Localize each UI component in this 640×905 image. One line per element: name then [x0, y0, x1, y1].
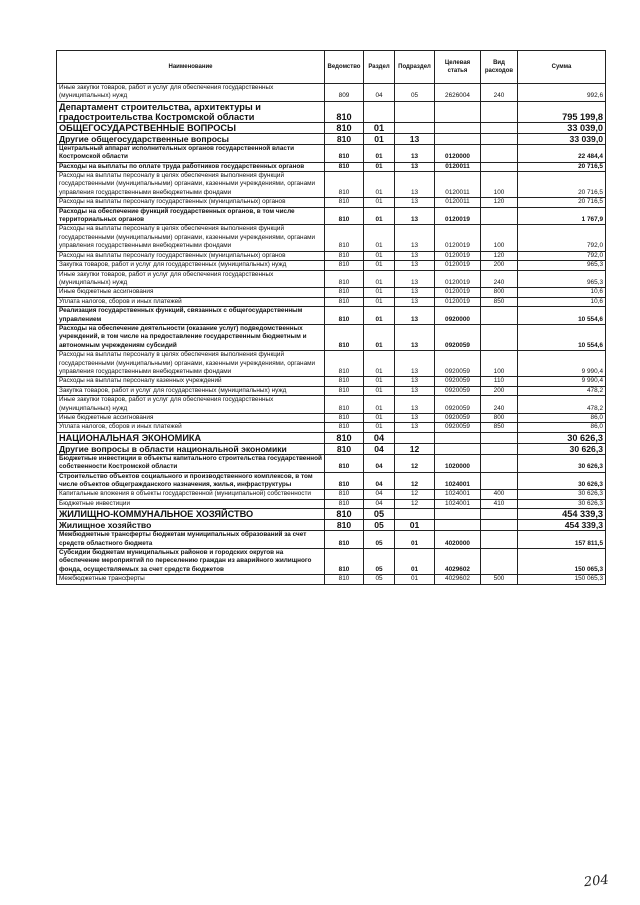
- row-expense-type: [481, 472, 518, 490]
- table-row: [57, 198, 606, 207]
- row-subsection: 13: [395, 144, 435, 162]
- row-subsection: [395, 122, 435, 133]
- row-name: Расходы на выплаты персоналу в целях обеспечения выполнения функций государственными (муниципальными) органами, казенными учреждениями, органами управления государственными внебюджетными фондами: [57, 172, 325, 198]
- table-row: [57, 207, 606, 225]
- row-subsection: 13: [395, 172, 435, 198]
- row-amount: 792,0: [518, 225, 606, 251]
- row-department: 809: [325, 84, 364, 102]
- row-section: 01: [364, 261, 395, 270]
- row-department: 810: [325, 490, 364, 499]
- row-amount: 792,0: [518, 251, 606, 260]
- row-expense-type: 400: [481, 490, 518, 499]
- row-amount: 1 767,9: [518, 207, 606, 225]
- col-amount-header: Сумма: [518, 51, 606, 84]
- row-section: 01: [364, 225, 395, 251]
- col-department-header: Ведомство: [325, 51, 364, 84]
- row-section: 05: [364, 520, 395, 531]
- row-expense-type: 800: [481, 414, 518, 423]
- table-row: [57, 454, 606, 472]
- table-row: [57, 225, 606, 251]
- budget-table: [56, 50, 606, 585]
- row-section: [364, 101, 395, 122]
- row-amount: 10,6: [518, 288, 606, 297]
- row-amount: 157 811,5: [518, 531, 606, 549]
- row-department: 810: [325, 575, 364, 584]
- row-department: 810: [325, 101, 364, 122]
- table-row: [57, 432, 606, 443]
- table-row: [57, 261, 606, 270]
- row-expense-type: [481, 324, 518, 350]
- row-name: Центральный аппарат исполнительных органов государственной власти Костромской области: [57, 144, 325, 162]
- row-target-article: 0920059: [435, 324, 481, 350]
- table-row: [57, 324, 606, 350]
- row-department: 810: [325, 270, 364, 288]
- row-target-article: 0120000: [435, 144, 481, 162]
- row-target-article: 0120019: [435, 288, 481, 297]
- row-department: 810: [325, 324, 364, 350]
- col-section-header: Раздел: [364, 51, 395, 84]
- row-section: 01: [364, 324, 395, 350]
- row-name: Жилищное хозяйство: [57, 520, 325, 531]
- row-subsection: 13: [395, 414, 435, 423]
- row-amount: 30 626,3: [518, 454, 606, 472]
- row-section: 04: [364, 454, 395, 472]
- row-expense-type: [481, 520, 518, 531]
- row-target-article: 0920000: [435, 307, 481, 325]
- row-section: 05: [364, 549, 395, 575]
- row-target-article: 0920059: [435, 386, 481, 395]
- row-name: Реализация государственных функций, связанных с общегосударственным управлением: [57, 307, 325, 325]
- row-expense-type: [481, 144, 518, 162]
- row-target-article: [435, 520, 481, 531]
- row-subsection: 13: [395, 133, 435, 144]
- row-name: Бюджетные инвестиции в объекты капитального строительства государственной собственности Костромской области: [57, 454, 325, 472]
- row-subsection: 13: [395, 396, 435, 414]
- row-target-article: 4029602: [435, 575, 481, 584]
- row-section: 01: [364, 386, 395, 395]
- row-section: 01: [364, 198, 395, 207]
- row-target-article: 2626004: [435, 84, 481, 102]
- row-target-article: [435, 443, 481, 454]
- row-target-article: 0120019: [435, 251, 481, 260]
- row-subsection: 12: [395, 454, 435, 472]
- row-amount: 478,2: [518, 396, 606, 414]
- row-section: 01: [364, 122, 395, 133]
- row-amount: 30 626,3: [518, 443, 606, 454]
- row-name: Другие вопросы в области национальной экономики: [57, 443, 325, 454]
- row-name: Строительство объектов социального и производственного комплексов, в том числе объектов общегражданского назначения, жилья, инфраструктуры: [57, 472, 325, 490]
- col-subsection-header: Подраздел: [395, 51, 435, 84]
- row-department: 810: [325, 432, 364, 443]
- table-body: [57, 84, 606, 585]
- row-department: 810: [325, 531, 364, 549]
- row-amount: 9 990,4: [518, 377, 606, 386]
- row-expense-type: [481, 454, 518, 472]
- row-name: Расходы на обеспечение функций государственных органов, в том числе территориальных органов: [57, 207, 325, 225]
- row-section: 01: [364, 270, 395, 288]
- table-row: [57, 531, 606, 549]
- row-name: Расходы на выплаты персоналу казенных учреждений: [57, 377, 325, 386]
- table-row: [57, 251, 606, 260]
- row-amount: 150 065,3: [518, 549, 606, 575]
- table-row: [57, 396, 606, 414]
- row-department: 810: [325, 251, 364, 260]
- row-amount: 454 339,3: [518, 509, 606, 520]
- row-amount: 478,2: [518, 386, 606, 395]
- row-department: 810: [325, 162, 364, 171]
- row-department: 810: [325, 225, 364, 251]
- table-row: [57, 133, 606, 144]
- row-department: 810: [325, 307, 364, 325]
- row-target-article: 0120011: [435, 162, 481, 171]
- row-department: 810: [325, 414, 364, 423]
- row-name: Капитальные вложения в объекты государственной (муниципальной) собственности: [57, 490, 325, 499]
- row-department: 810: [325, 443, 364, 454]
- row-expense-type: 500: [481, 575, 518, 584]
- row-amount: 33 039,0: [518, 122, 606, 133]
- row-name: Расходы на обеспечение деятельности (оказание услуг) подведомственных учреждений, в том числе на предоставление государственным бюджетным и автономным учреждениям субсидий: [57, 324, 325, 350]
- row-target-article: 0120019: [435, 225, 481, 251]
- row-name: Другие общегосударственные вопросы: [57, 133, 325, 144]
- row-subsection: 13: [395, 251, 435, 260]
- row-expense-type: [481, 207, 518, 225]
- row-subsection: 13: [395, 288, 435, 297]
- row-subsection: [395, 432, 435, 443]
- row-subsection: 13: [395, 423, 435, 432]
- row-expense-type: [481, 307, 518, 325]
- page-number: 204: [583, 872, 610, 891]
- row-target-article: 1024001: [435, 499, 481, 508]
- row-name: Иные закупки товаров, работ и услуг для обеспечения государственных (муниципальных) нужд: [57, 84, 325, 102]
- row-department: 810: [325, 377, 364, 386]
- row-name: Закупка товаров, работ и услуг для государственных (муниципальных) нужд: [57, 261, 325, 270]
- row-section: 05: [364, 509, 395, 520]
- row-amount: 22 484,4: [518, 144, 606, 162]
- row-target-article: 0920059: [435, 423, 481, 432]
- row-amount: 9 990,4: [518, 351, 606, 377]
- row-expense-type: 850: [481, 423, 518, 432]
- row-subsection: 05: [395, 84, 435, 102]
- row-amount: 20 716,5: [518, 162, 606, 171]
- row-department: 810: [325, 207, 364, 225]
- row-subsection: 13: [395, 324, 435, 350]
- row-amount: 30 626,3: [518, 490, 606, 499]
- table-row: [57, 414, 606, 423]
- row-expense-type: 850: [481, 297, 518, 306]
- row-expense-type: 120: [481, 251, 518, 260]
- row-section: 01: [364, 377, 395, 386]
- row-target-article: 0920059: [435, 351, 481, 377]
- row-department: 810: [325, 386, 364, 395]
- row-section: 05: [364, 531, 395, 549]
- row-amount: 20 716,5: [518, 172, 606, 198]
- row-name: Межбюджетные трансферты бюджетам муниципальных образований за счет средств областного бюджета: [57, 531, 325, 549]
- row-subsection: 13: [395, 261, 435, 270]
- row-amount: 795 199,8: [518, 101, 606, 122]
- row-name: Иные бюджетные ассигнования: [57, 288, 325, 297]
- row-section: 01: [364, 414, 395, 423]
- table-row: [57, 490, 606, 499]
- row-amount: 454 339,3: [518, 520, 606, 531]
- row-section: 01: [364, 133, 395, 144]
- row-section: 05: [364, 575, 395, 584]
- row-department: 810: [325, 297, 364, 306]
- row-amount: 30 626,3: [518, 472, 606, 490]
- table-row: [57, 351, 606, 377]
- row-expense-type: 200: [481, 261, 518, 270]
- row-amount: 965,3: [518, 261, 606, 270]
- row-amount: 992,6: [518, 84, 606, 102]
- row-section: 01: [364, 207, 395, 225]
- row-name: Расходы на выплаты персоналу в целях обеспечения выполнения функций государственными (муниципальными) органами, казенными учреждениями, органами управления государственными внебюджетными фондами: [57, 351, 325, 377]
- table-row: [57, 144, 606, 162]
- row-section: 01: [364, 172, 395, 198]
- row-expense-type: [481, 162, 518, 171]
- row-department: 810: [325, 472, 364, 490]
- row-subsection: [395, 509, 435, 520]
- row-expense-type: [481, 531, 518, 549]
- row-target-article: [435, 122, 481, 133]
- table-row: [57, 443, 606, 454]
- row-subsection: 12: [395, 490, 435, 499]
- row-expense-type: [481, 122, 518, 133]
- row-department: 810: [325, 198, 364, 207]
- row-target-article: 0120019: [435, 261, 481, 270]
- row-section: 01: [364, 288, 395, 297]
- table-row: [57, 575, 606, 584]
- row-target-article: 0120011: [435, 198, 481, 207]
- table-row: [57, 386, 606, 395]
- row-expense-type: 110: [481, 377, 518, 386]
- row-target-article: 0920059: [435, 414, 481, 423]
- table-row: [57, 307, 606, 325]
- row-target-article: [435, 432, 481, 443]
- row-section: 04: [364, 84, 395, 102]
- row-expense-type: 410: [481, 499, 518, 508]
- row-expense-type: 240: [481, 396, 518, 414]
- row-amount: 86,0: [518, 423, 606, 432]
- row-amount: 10 554,6: [518, 324, 606, 350]
- table-row: [57, 472, 606, 490]
- row-target-article: 1024001: [435, 490, 481, 499]
- row-subsection: 13: [395, 377, 435, 386]
- row-department: 810: [325, 351, 364, 377]
- row-expense-type: [481, 133, 518, 144]
- row-subsection: 12: [395, 472, 435, 490]
- row-expense-type: [481, 432, 518, 443]
- row-expense-type: 100: [481, 351, 518, 377]
- row-name: ЖИЛИЩНО-КОММУНАЛЬНОЕ ХОЗЯЙСТВО: [57, 509, 325, 520]
- table-row: [57, 509, 606, 520]
- row-subsection: 12: [395, 443, 435, 454]
- row-subsection: 13: [395, 270, 435, 288]
- row-target-article: 0920059: [435, 377, 481, 386]
- row-name: Расходы на выплаты по оплате труда работников государственных органов: [57, 162, 325, 171]
- row-expense-type: 100: [481, 172, 518, 198]
- col-target-article-header: Целевая статья: [435, 51, 481, 84]
- row-subsection: 13: [395, 297, 435, 306]
- row-target-article: 0920059: [435, 396, 481, 414]
- row-subsection: 13: [395, 386, 435, 395]
- row-amount: 30 626,3: [518, 499, 606, 508]
- row-amount: 30 626,3: [518, 432, 606, 443]
- row-section: 01: [364, 297, 395, 306]
- row-section: 04: [364, 443, 395, 454]
- row-expense-type: 800: [481, 288, 518, 297]
- row-section: 04: [364, 432, 395, 443]
- table-row: [57, 520, 606, 531]
- row-expense-type: 240: [481, 84, 518, 102]
- row-department: 810: [325, 261, 364, 270]
- row-department: 810: [325, 172, 364, 198]
- row-subsection: 01: [395, 520, 435, 531]
- row-section: 01: [364, 423, 395, 432]
- row-name: ОБЩЕГОСУДАРСТВЕННЫЕ ВОПРОСЫ: [57, 122, 325, 133]
- row-expense-type: [481, 509, 518, 520]
- row-name: Субсидии бюджетам муниципальных районов и городских округов на обеспечение мероприятий по переселению граждан из аварийного жилищного фонда, осуществляемых за счет средств бюджетов: [57, 549, 325, 575]
- row-amount: 20 716,5: [518, 198, 606, 207]
- row-department: 810: [325, 520, 364, 531]
- row-section: 01: [364, 351, 395, 377]
- row-target-article: 1020000: [435, 454, 481, 472]
- row-name: Уплата налогов, сборов и иных платежей: [57, 423, 325, 432]
- row-subsection: 12: [395, 499, 435, 508]
- row-amount: 86,0: [518, 414, 606, 423]
- row-target-article: 0120011: [435, 172, 481, 198]
- table-row: [57, 499, 606, 508]
- row-subsection: 13: [395, 225, 435, 251]
- row-expense-type: 200: [481, 386, 518, 395]
- row-department: 810: [325, 423, 364, 432]
- table-row: [57, 423, 606, 432]
- row-subsection: [395, 101, 435, 122]
- row-section: 01: [364, 251, 395, 260]
- table-row: [57, 101, 606, 122]
- row-name: Иные закупки товаров, работ и услуг для обеспечения государственных (муниципальных) нужд: [57, 396, 325, 414]
- row-target-article: 1024001: [435, 472, 481, 490]
- row-expense-type: 240: [481, 270, 518, 288]
- row-subsection: 01: [395, 575, 435, 584]
- row-target-article: 0120019: [435, 207, 481, 225]
- row-expense-type: [481, 443, 518, 454]
- table-header: [57, 51, 606, 84]
- row-section: 04: [364, 490, 395, 499]
- table-row: [57, 162, 606, 171]
- table-row: [57, 549, 606, 575]
- row-expense-type: 100: [481, 225, 518, 251]
- row-name: Бюджетные инвестиции: [57, 499, 325, 508]
- table-row: [57, 84, 606, 102]
- row-subsection: 13: [395, 307, 435, 325]
- row-section: 01: [364, 162, 395, 171]
- row-expense-type: [481, 101, 518, 122]
- row-subsection: 13: [395, 207, 435, 225]
- row-department: 810: [325, 122, 364, 133]
- row-target-article: [435, 509, 481, 520]
- row-department: 810: [325, 288, 364, 297]
- row-subsection: 01: [395, 531, 435, 549]
- row-name: Расходы на выплаты персоналу государственных (муниципальных) органов: [57, 198, 325, 207]
- row-name: Закупка товаров, работ и услуг для государственных (муниципальных) нужд: [57, 386, 325, 395]
- row-amount: 10,6: [518, 297, 606, 306]
- table-row: [57, 377, 606, 386]
- row-department: 810: [325, 454, 364, 472]
- row-amount: 10 554,6: [518, 307, 606, 325]
- row-target-article: 4020000: [435, 531, 481, 549]
- row-target-article: 0120019: [435, 270, 481, 288]
- row-expense-type: [481, 549, 518, 575]
- row-name: Уплата налогов, сборов и иных платежей: [57, 297, 325, 306]
- row-department: 810: [325, 509, 364, 520]
- row-target-article: 0120019: [435, 297, 481, 306]
- row-target-article: [435, 133, 481, 144]
- col-expense-type-header: Вид расходов: [481, 51, 518, 84]
- row-department: 810: [325, 133, 364, 144]
- row-section: 01: [364, 396, 395, 414]
- row-name: Иные закупки товаров, работ и услуг для обеспечения государственных (муниципальных) нужд: [57, 270, 325, 288]
- row-department: 810: [325, 499, 364, 508]
- row-department: 810: [325, 396, 364, 414]
- row-target-article: 4029602: [435, 549, 481, 575]
- row-name: Межбюджетные трансферты: [57, 575, 325, 584]
- row-name: Иные бюджетные ассигнования: [57, 414, 325, 423]
- row-subsection: 13: [395, 198, 435, 207]
- row-amount: 150 065,3: [518, 575, 606, 584]
- row-section: 04: [364, 499, 395, 508]
- row-subsection: 13: [395, 162, 435, 171]
- row-name: НАЦИОНАЛЬНАЯ ЭКОНОМИКА: [57, 432, 325, 443]
- row-section: 01: [364, 307, 395, 325]
- row-name: Департамент строительства, архитектуры и градостроительства Костромской области: [57, 101, 325, 122]
- row-subsection: 13: [395, 351, 435, 377]
- row-target-article: [435, 101, 481, 122]
- table-row: [57, 297, 606, 306]
- table-row: [57, 122, 606, 133]
- row-expense-type: 120: [481, 198, 518, 207]
- row-section: 01: [364, 144, 395, 162]
- row-department: 810: [325, 144, 364, 162]
- col-name-header: Наименование: [57, 51, 325, 84]
- row-amount: 33 039,0: [518, 133, 606, 144]
- row-section: 04: [364, 472, 395, 490]
- table-row: [57, 270, 606, 288]
- row-amount: 965,3: [518, 270, 606, 288]
- table-row: [57, 288, 606, 297]
- row-subsection: 01: [395, 549, 435, 575]
- row-name: Расходы на выплаты персоналу государственных (муниципальных) органов: [57, 251, 325, 260]
- row-department: 810: [325, 549, 364, 575]
- row-name: Расходы на выплаты персоналу в целях обеспечения выполнения функций государственными (муниципальными) органами, казенными учреждениями, органами управления государственными внебюджетными фондами: [57, 225, 325, 251]
- table-row: [57, 172, 606, 198]
